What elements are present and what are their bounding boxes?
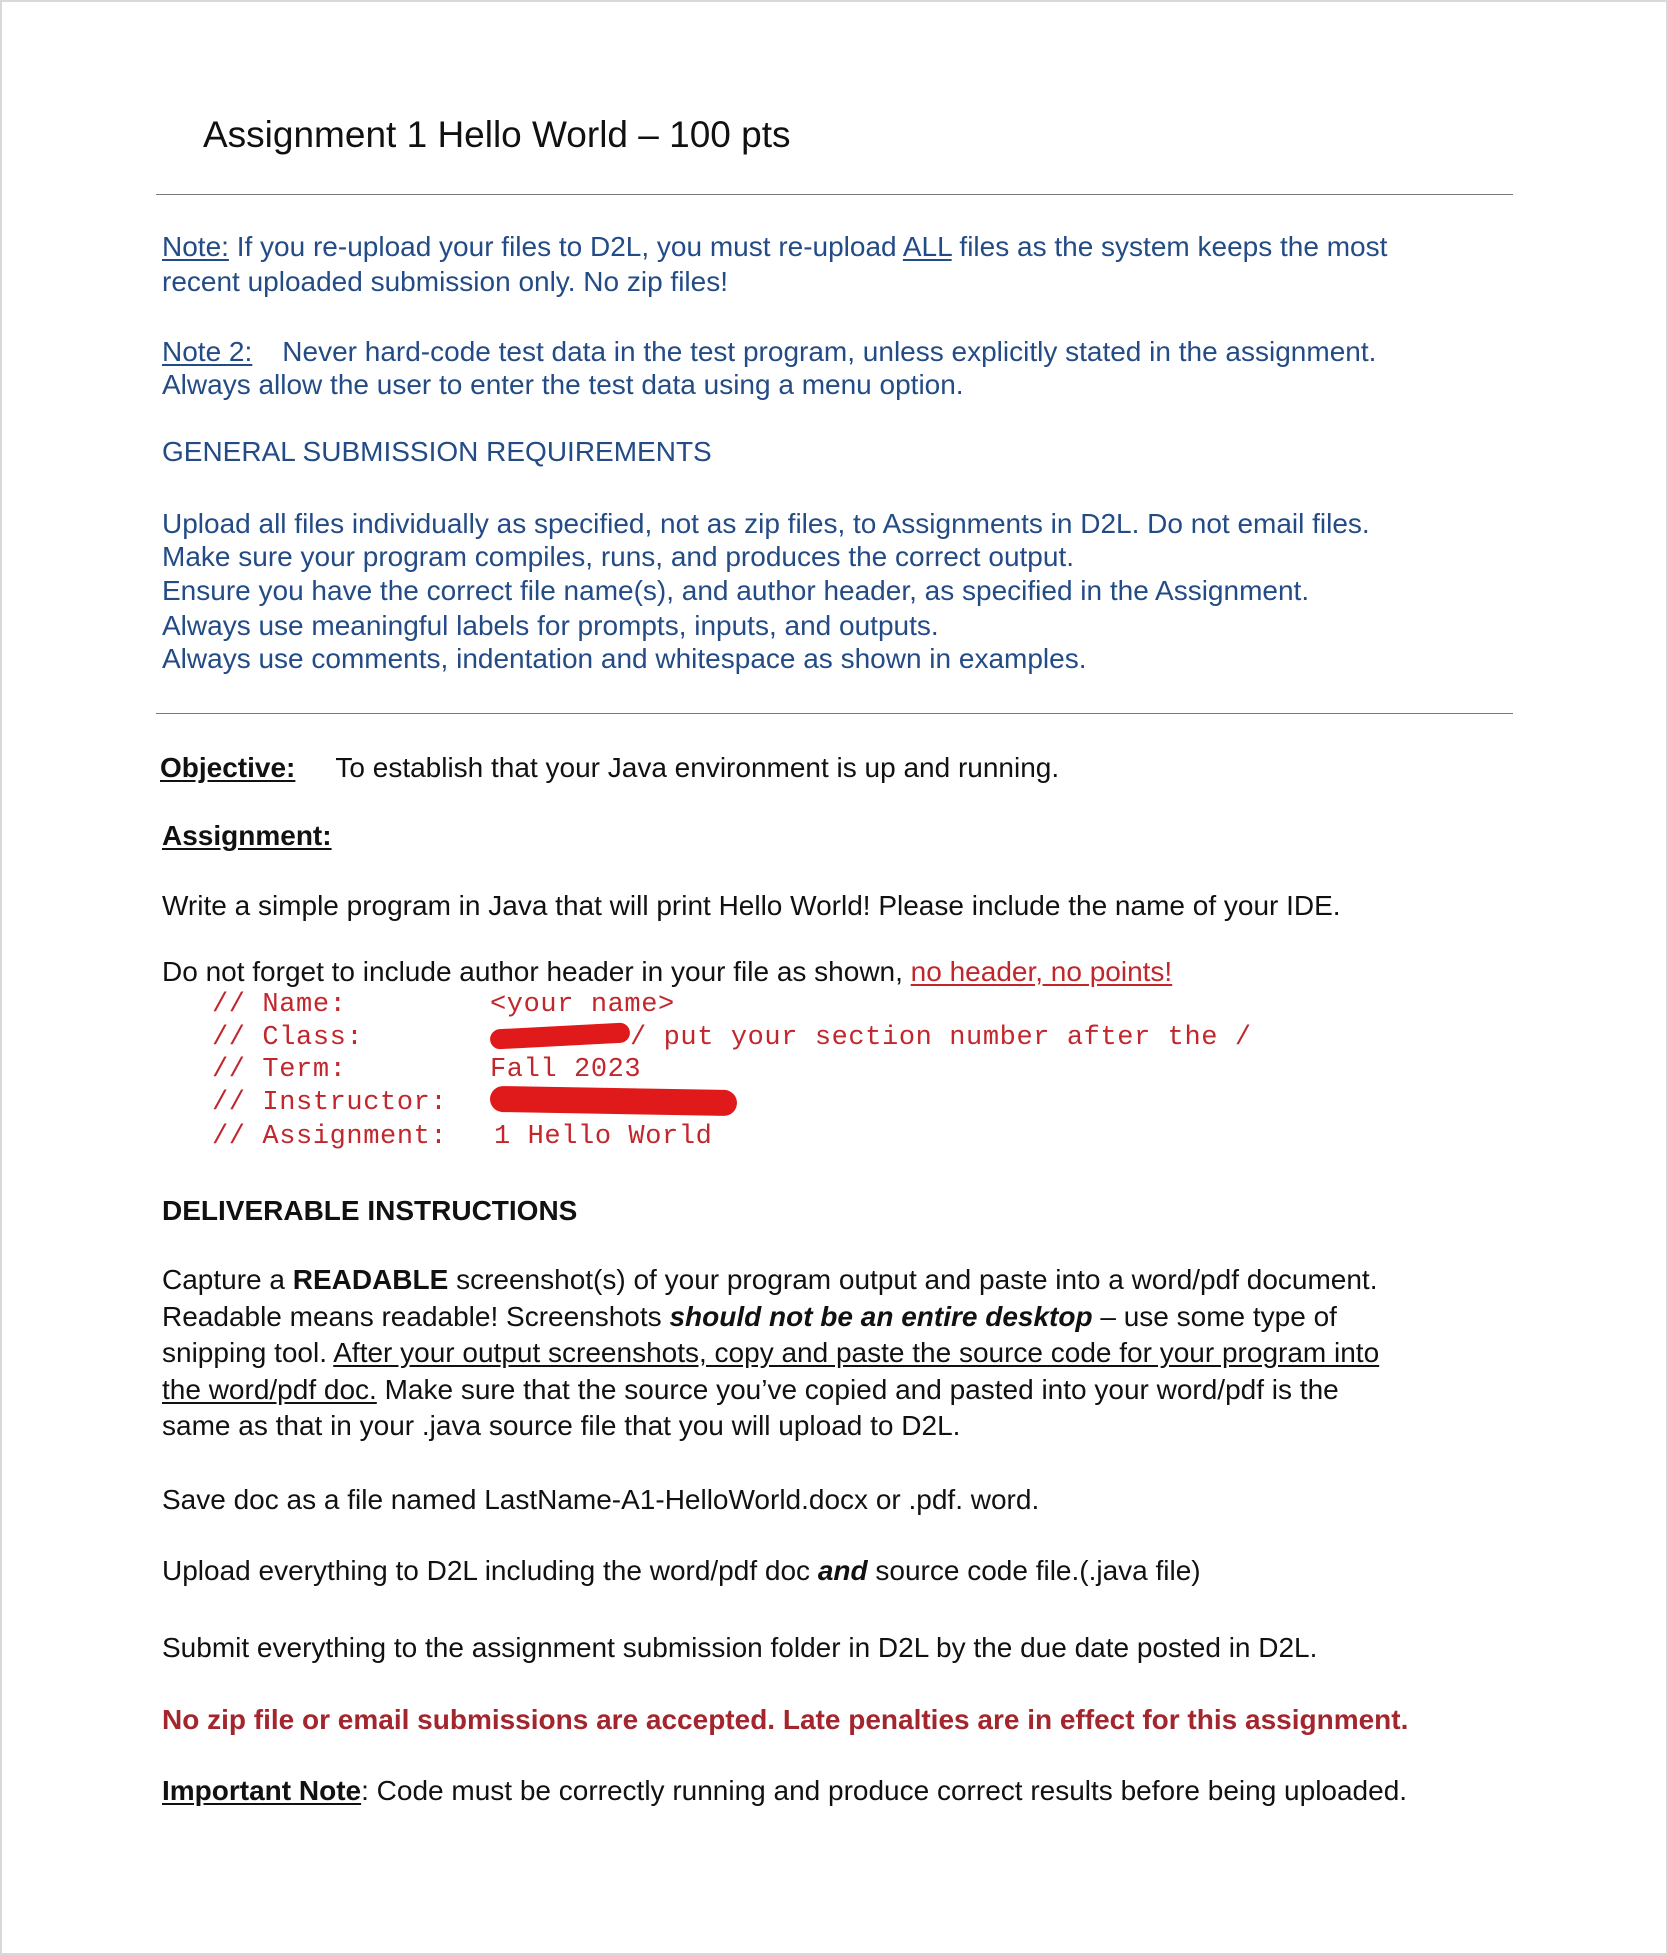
readable-emphasis: READABLE	[292, 1264, 449, 1295]
upload-b: source code file.(.java file)	[867, 1555, 1201, 1586]
important-note-text: : Code must be correctly running and produce correct results before being uploaded.	[361, 1775, 1408, 1806]
submit-instruction: Submit everything to the assignment submission folder in D2L by the due date posted in D2L.	[162, 1632, 1318, 1663]
assignment-line2	[162, 954, 1172, 989]
deliverable-p4	[162, 1372, 1339, 1407]
deliverable-p5: same as that in your .java source file that you will upload to D2L.	[162, 1410, 961, 1441]
redaction-mark-class	[490, 1022, 631, 1049]
assignment-line2-text: Do not forget to include author header in your file as shown,	[162, 956, 911, 987]
general-line: Always use comments, indentation and whitespace as shown in examples.	[162, 643, 1087, 674]
code-value-class: / put your section number after the /	[630, 1023, 1252, 1053]
no-header-warning: no header, no points!	[910, 956, 1173, 987]
deliverable-p4-underlined: the word/pdf doc.	[162, 1374, 377, 1405]
divider-top	[156, 194, 1513, 195]
deliverable-p4-b: Make sure that the source you’ve copied and pasted into your word/pdf is the	[376, 1374, 1339, 1405]
note1-all: ALL	[902, 231, 952, 262]
upload-a: Upload everything to D2L including the word/pdf doc	[162, 1555, 818, 1586]
deliverable-p3	[162, 1335, 1379, 1370]
objective-line	[160, 750, 1059, 785]
page-title: Assignment 1 Hello World – 100 pts	[203, 114, 791, 155]
note1-line2: recent uploaded submission only. No zip files!	[162, 266, 729, 297]
code-key-term: // Term:	[212, 1055, 347, 1085]
note2-line2: Always allow the user to enter the test data using a menu option.	[162, 369, 964, 400]
code-value-name: <your name>	[490, 990, 675, 1020]
code-value-assignment: 1 Hello World	[494, 1122, 713, 1152]
general-line: Make sure your program compiles, runs, and produces the correct output.	[162, 541, 1074, 572]
deliverable-p1-b: screenshot(s) of your program output and paste into a word/pdf document.	[448, 1264, 1378, 1295]
note1-label: Note:	[162, 231, 229, 262]
deliverable-p2	[162, 1299, 1337, 1334]
important-note-label: Important Note	[162, 1775, 362, 1806]
objective-label: Objective:	[160, 752, 296, 783]
save-instruction: Save doc as a file named LastName-A1-HelloWorld.docx or .pdf. word.	[162, 1484, 1040, 1515]
redaction-mark-instructor	[490, 1086, 737, 1116]
code-key-instructor: // Instructor:	[212, 1088, 448, 1118]
code-value-term: Fall 2023	[490, 1055, 642, 1085]
objective-text: To establish that your Java environment is up and running.	[335, 752, 1060, 783]
code-key-name: // Name:	[212, 990, 347, 1020]
upload-and: and	[817, 1555, 868, 1586]
deliverable-p3-underlined: After your output screenshots, copy and paste the source code for your program into	[333, 1337, 1380, 1368]
note1-text-a: If you re-upload your files to D2L, you must re-upload	[228, 231, 903, 262]
general-heading: GENERAL SUBMISSION REQUIREMENTS	[162, 436, 712, 467]
note2-text: Never hard-code test data in the test program, unless explicitly stated in the assignment.	[282, 336, 1377, 367]
desktop-emphasis: should not be an entire desktop	[669, 1301, 1093, 1332]
code-key-assignment: // Assignment:	[212, 1122, 448, 1152]
note1-line1	[162, 230, 1387, 264]
assignment-line1: Write a simple program in Java that will print Hello World! Please include the name of your IDE.	[162, 890, 1341, 921]
note2-label: Note 2:	[162, 336, 253, 367]
deliverable-p2-b: – use some type of	[1092, 1301, 1337, 1332]
deliverable-p3-a: snipping tool.	[162, 1337, 334, 1368]
divider-middle	[156, 713, 1513, 714]
important-note	[162, 1773, 1407, 1808]
note1-text-b: files as the system keeps the most	[951, 231, 1388, 262]
note2-line1	[162, 335, 1376, 369]
general-line: Ensure you have the correct file name(s), and author header, as specified in the Assignment.	[162, 575, 1310, 606]
deliverable-p1-a: Capture a	[162, 1264, 293, 1295]
deliverable-p1	[162, 1262, 1378, 1297]
late-penalty-warning: No zip file or email submissions are accepted. Late penalties are in effect for this assignment.	[162, 1704, 1409, 1735]
code-key-class: // Class:	[212, 1023, 364, 1053]
deliverable-heading: DELIVERABLE INSTRUCTIONS	[162, 1195, 578, 1226]
assignment-label: Assignment:	[162, 820, 332, 851]
general-line: Upload all files individually as specified, not as zip files, to Assignments in D2L. Do not email files.	[162, 508, 1370, 539]
general-line: Always use meaningful labels for prompts, inputs, and outputs.	[162, 610, 939, 641]
deliverable-p2-a: Readable means readable! Screenshots	[162, 1301, 670, 1332]
upload-instruction	[162, 1553, 1201, 1588]
